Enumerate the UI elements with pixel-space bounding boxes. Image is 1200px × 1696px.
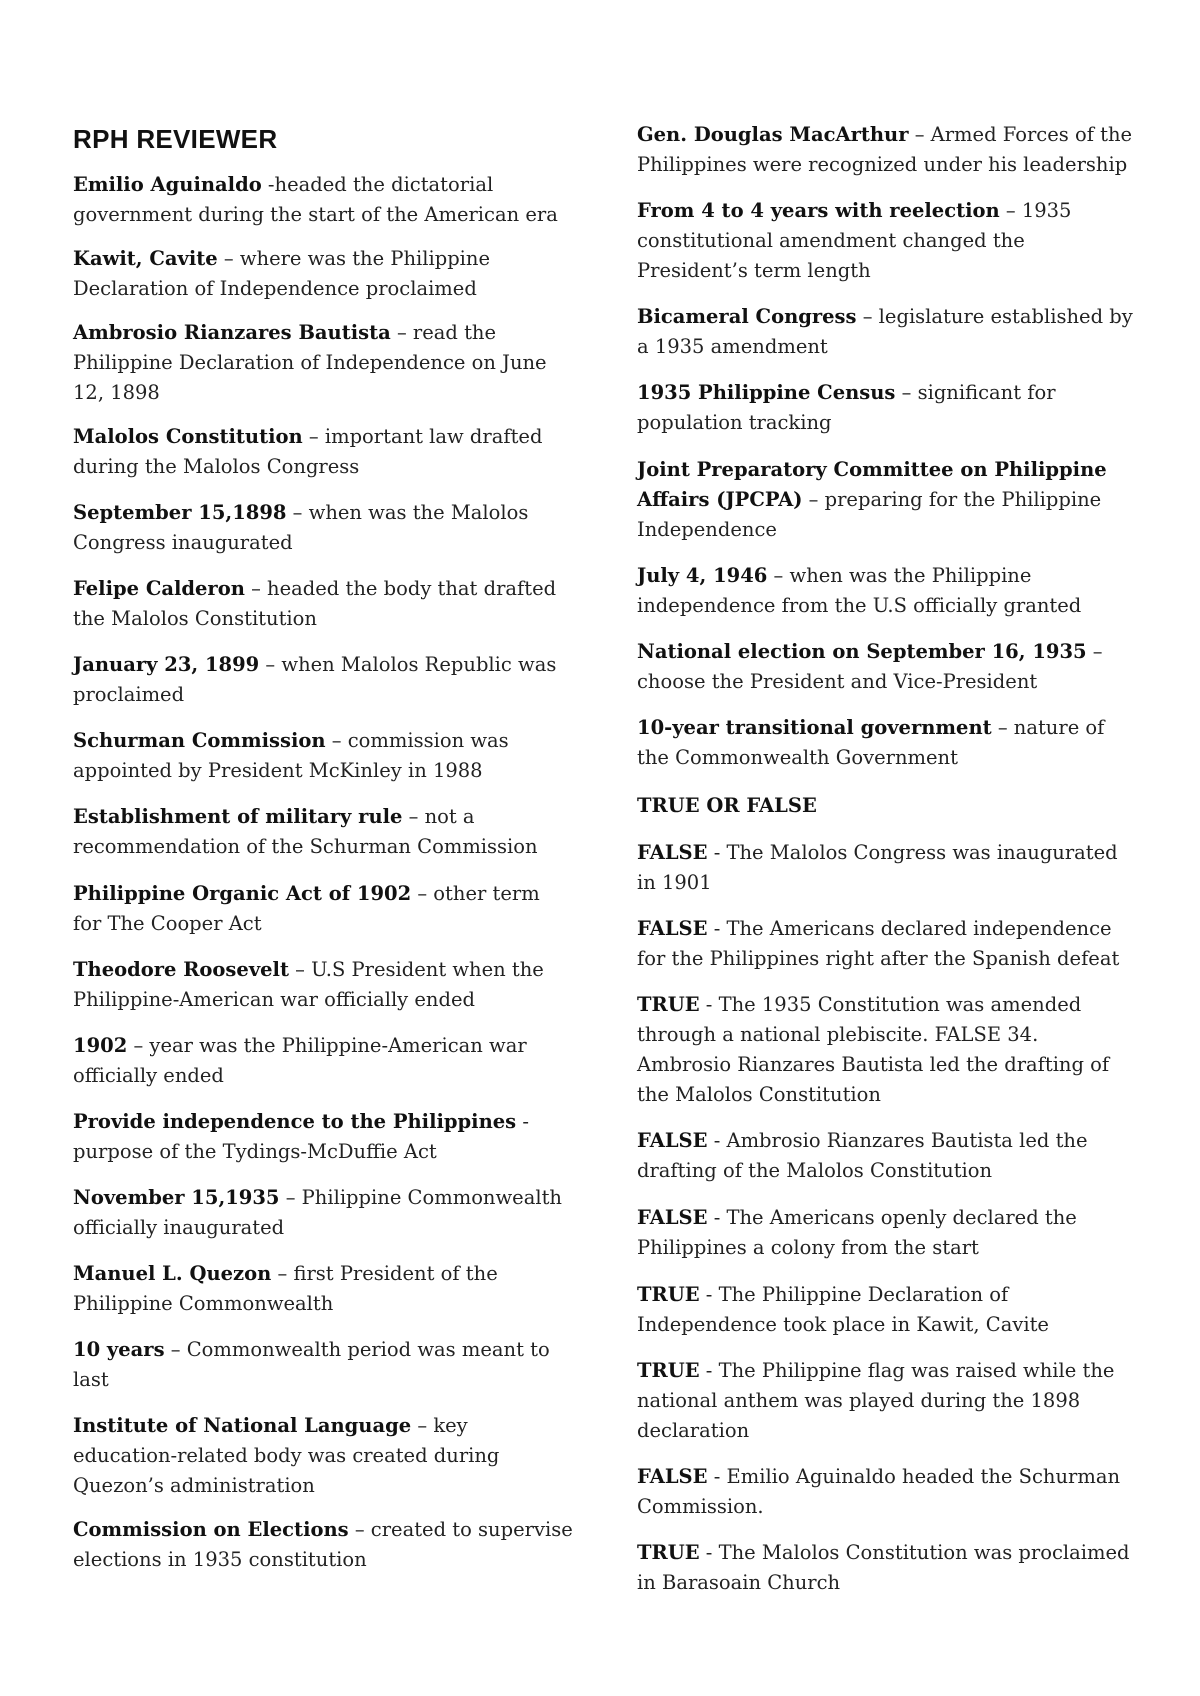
answer-label: FALSE (637, 1465, 708, 1488)
reviewer-entry (73, 498, 573, 558)
entry-definition: – when Malolos Republic was proclaimed (73, 653, 557, 706)
reviewer-entry (73, 726, 573, 786)
reviewer-entry (73, 1107, 573, 1167)
answer-label: FALSE (637, 841, 708, 864)
true-false-item (637, 1203, 1137, 1263)
reviewer-entry (73, 650, 573, 710)
entry-term: Provide independence to the Philippines (73, 1110, 517, 1133)
entry-definition: – preparing for the Philippine Independence (637, 488, 1102, 541)
true-or-false-heading: TRUE OR FALSE (637, 794, 817, 817)
entry-term: Commission on Elections (73, 1518, 349, 1541)
reviewer-entry (73, 1259, 573, 1319)
statement-text: - The Americans declared independence for the Philippines right after the Spanish defeat (637, 917, 1120, 970)
entry-definition: – created to supervise elections in 1935 constitution (73, 1518, 573, 1571)
true-false-item (637, 1280, 1137, 1340)
entry-definition: – Armed Forces of the Philippines were recognized under his leadership (637, 123, 1133, 176)
answer-label: TRUE (637, 1359, 700, 1382)
reviewer-entry (637, 378, 1137, 438)
answer-label: TRUE (637, 1541, 700, 1564)
entry-term: July 4, 1946 (637, 564, 768, 587)
statement-text: - Emilio Aguinaldo headed the Schurman Commission. (637, 1465, 1121, 1518)
reviewer-entry (637, 302, 1137, 362)
reviewer-entry (73, 1515, 573, 1575)
true-false-item (637, 1538, 1137, 1598)
entry-definition: – Philippine Commonwealth officially inaugurated (73, 1186, 562, 1239)
entry-term: September 15,1898 (73, 501, 287, 524)
answer-label: FALSE (637, 1129, 708, 1152)
entry-definition: – 1935 constitutional amendment changed the President’s term length (637, 199, 1072, 282)
reviewer-entry (73, 318, 573, 408)
entry-term: 1902 (73, 1034, 128, 1057)
reviewer-entry (73, 170, 573, 230)
answer-label: FALSE (637, 1206, 708, 1229)
entry-term: Schurman Commission (73, 729, 326, 752)
entry-term: 1935 Philippine Census (637, 381, 896, 404)
entry-term: Institute of National Language (73, 1414, 412, 1437)
entry-definition: – not a recommendation of the Schurman Commission (73, 805, 538, 858)
entry-definition: – legislature established by a 1935 amendment (637, 305, 1133, 358)
entry-definition: – U.S President when the Philippine-American war officially ended (73, 958, 544, 1011)
entry-term: Bicameral Congress (637, 305, 857, 328)
entry-definition: – when was the Philippine independence from the U.S officially granted (637, 564, 1082, 617)
true-false-item (637, 838, 1137, 898)
entry-term: National election on September 16, 1935 (637, 640, 1087, 663)
true-false-item (637, 1356, 1137, 1446)
entry-term: Philippine Organic Act of 1902 (73, 882, 412, 905)
statement-text: - The Philippine Declaration of Independence took place in Kawit, Cavite (637, 1283, 1049, 1336)
statement-text: - The Americans openly declared the Philippines a colony from the start (637, 1206, 1077, 1259)
page-title: RPH REVIEWER (73, 124, 278, 154)
reviewer-entry (73, 1183, 573, 1243)
entry-definition: – when was the Malolos Congress inaugurated (73, 501, 529, 554)
reviewer-entry (637, 637, 1137, 697)
entry-definition: – year was the Philippine-American war officially ended (73, 1034, 527, 1087)
entry-term: Theodore Roosevelt (73, 958, 289, 981)
entry-definition: – nature of the Commonwealth Government (637, 716, 1105, 769)
true-false-item (637, 1462, 1137, 1522)
entry-term: Malolos Constitution (73, 425, 303, 448)
entry-term: From 4 to 4 years with reelection (637, 199, 1000, 222)
statement-text: - The Philippine flag was raised while the national anthem was played during the 1898 declaration (637, 1359, 1115, 1442)
answer-label: TRUE (637, 993, 700, 1016)
reviewer-entry (637, 196, 1137, 286)
entry-definition: – choose the President and Vice-President (637, 640, 1103, 693)
entry-term: Kawit, Cavite (73, 247, 218, 270)
entry-term: 10-year transitional government (637, 716, 992, 739)
entry-term: November 15,1935 (73, 1186, 280, 1209)
reviewer-entry (637, 713, 1137, 773)
reviewer-entry (73, 955, 573, 1015)
entry-definition: -headed the dictatorial government during the start of the American era (73, 173, 558, 226)
entry-term: Emilio Aguinaldo (73, 173, 262, 196)
entry-term: Gen. Douglas MacArthur (637, 123, 909, 146)
entry-term: January 23, 1899 (73, 653, 260, 676)
true-false-item (637, 990, 1137, 1110)
statement-text: - The Malolos Congress was inaugurated in 1901 (637, 841, 1118, 894)
reviewer-entry (73, 802, 573, 862)
reviewer-entry (73, 574, 573, 634)
reviewer-entry (637, 561, 1137, 621)
reviewer-entry (637, 120, 1137, 180)
entry-term: Ambrosio Rianzares Bautista (73, 321, 391, 344)
entry-definition: – read the Philippine Declaration of Independence on June 12, 1898 (73, 321, 547, 404)
reviewer-entry (637, 455, 1137, 545)
entry-definition: – commission was appointed by President McKinley in 1988 (73, 729, 509, 782)
entry-term: 10 years (73, 1338, 165, 1361)
statement-text: - Ambrosio Rianzares Bautista led the drafting of the Malolos Constitution (637, 1129, 1088, 1182)
entry-definition: - purpose of the Tydings-McDuffie Act (73, 1110, 529, 1163)
true-false-item (637, 914, 1137, 974)
reviewer-entry (73, 1031, 573, 1091)
statement-text: - The Malolos Constitution was proclaimed in Barasoain Church (637, 1541, 1130, 1594)
reviewer-entry (73, 1335, 573, 1395)
true-false-item (637, 1126, 1137, 1186)
entry-definition: – key education-related body was created during Quezon’s administration (73, 1414, 500, 1497)
statement-text: - The 1935 Constitution was amended through a national plebiscite. FALSE 34. Ambrosio Rianzares Bautista led the drafting of the Malolos Constitution (637, 993, 1110, 1106)
entry-definition: – Commonwealth period was meant to last (73, 1338, 550, 1391)
reviewer-entry (73, 1411, 573, 1501)
entry-definition: – important law drafted during the Malolos Congress (73, 425, 543, 478)
entry-definition: – other term for The Cooper Act (73, 882, 540, 935)
entry-term: Establishment of military rule (73, 805, 403, 828)
entry-definition: – significant for population tracking (637, 381, 1056, 434)
entry-term: Manuel L. Quezon (73, 1262, 272, 1285)
entry-term: Felipe Calderon (73, 577, 245, 600)
reviewer-entry (73, 422, 573, 482)
answer-label: TRUE (637, 1283, 700, 1306)
answer-label: FALSE (637, 917, 708, 940)
reviewer-entry (73, 244, 573, 304)
entry-definition: – where was the Philippine Declaration of Independence proclaimed (73, 247, 491, 300)
entry-term: Joint Preparatory Committee on Philippine Affairs (JPCPA) (637, 458, 1107, 511)
entry-definition: – headed the body that drafted the Malolos Constitution (73, 577, 557, 630)
entry-definition: – first President of the Philippine Commonwealth (73, 1262, 498, 1315)
reviewer-entry (73, 879, 573, 939)
